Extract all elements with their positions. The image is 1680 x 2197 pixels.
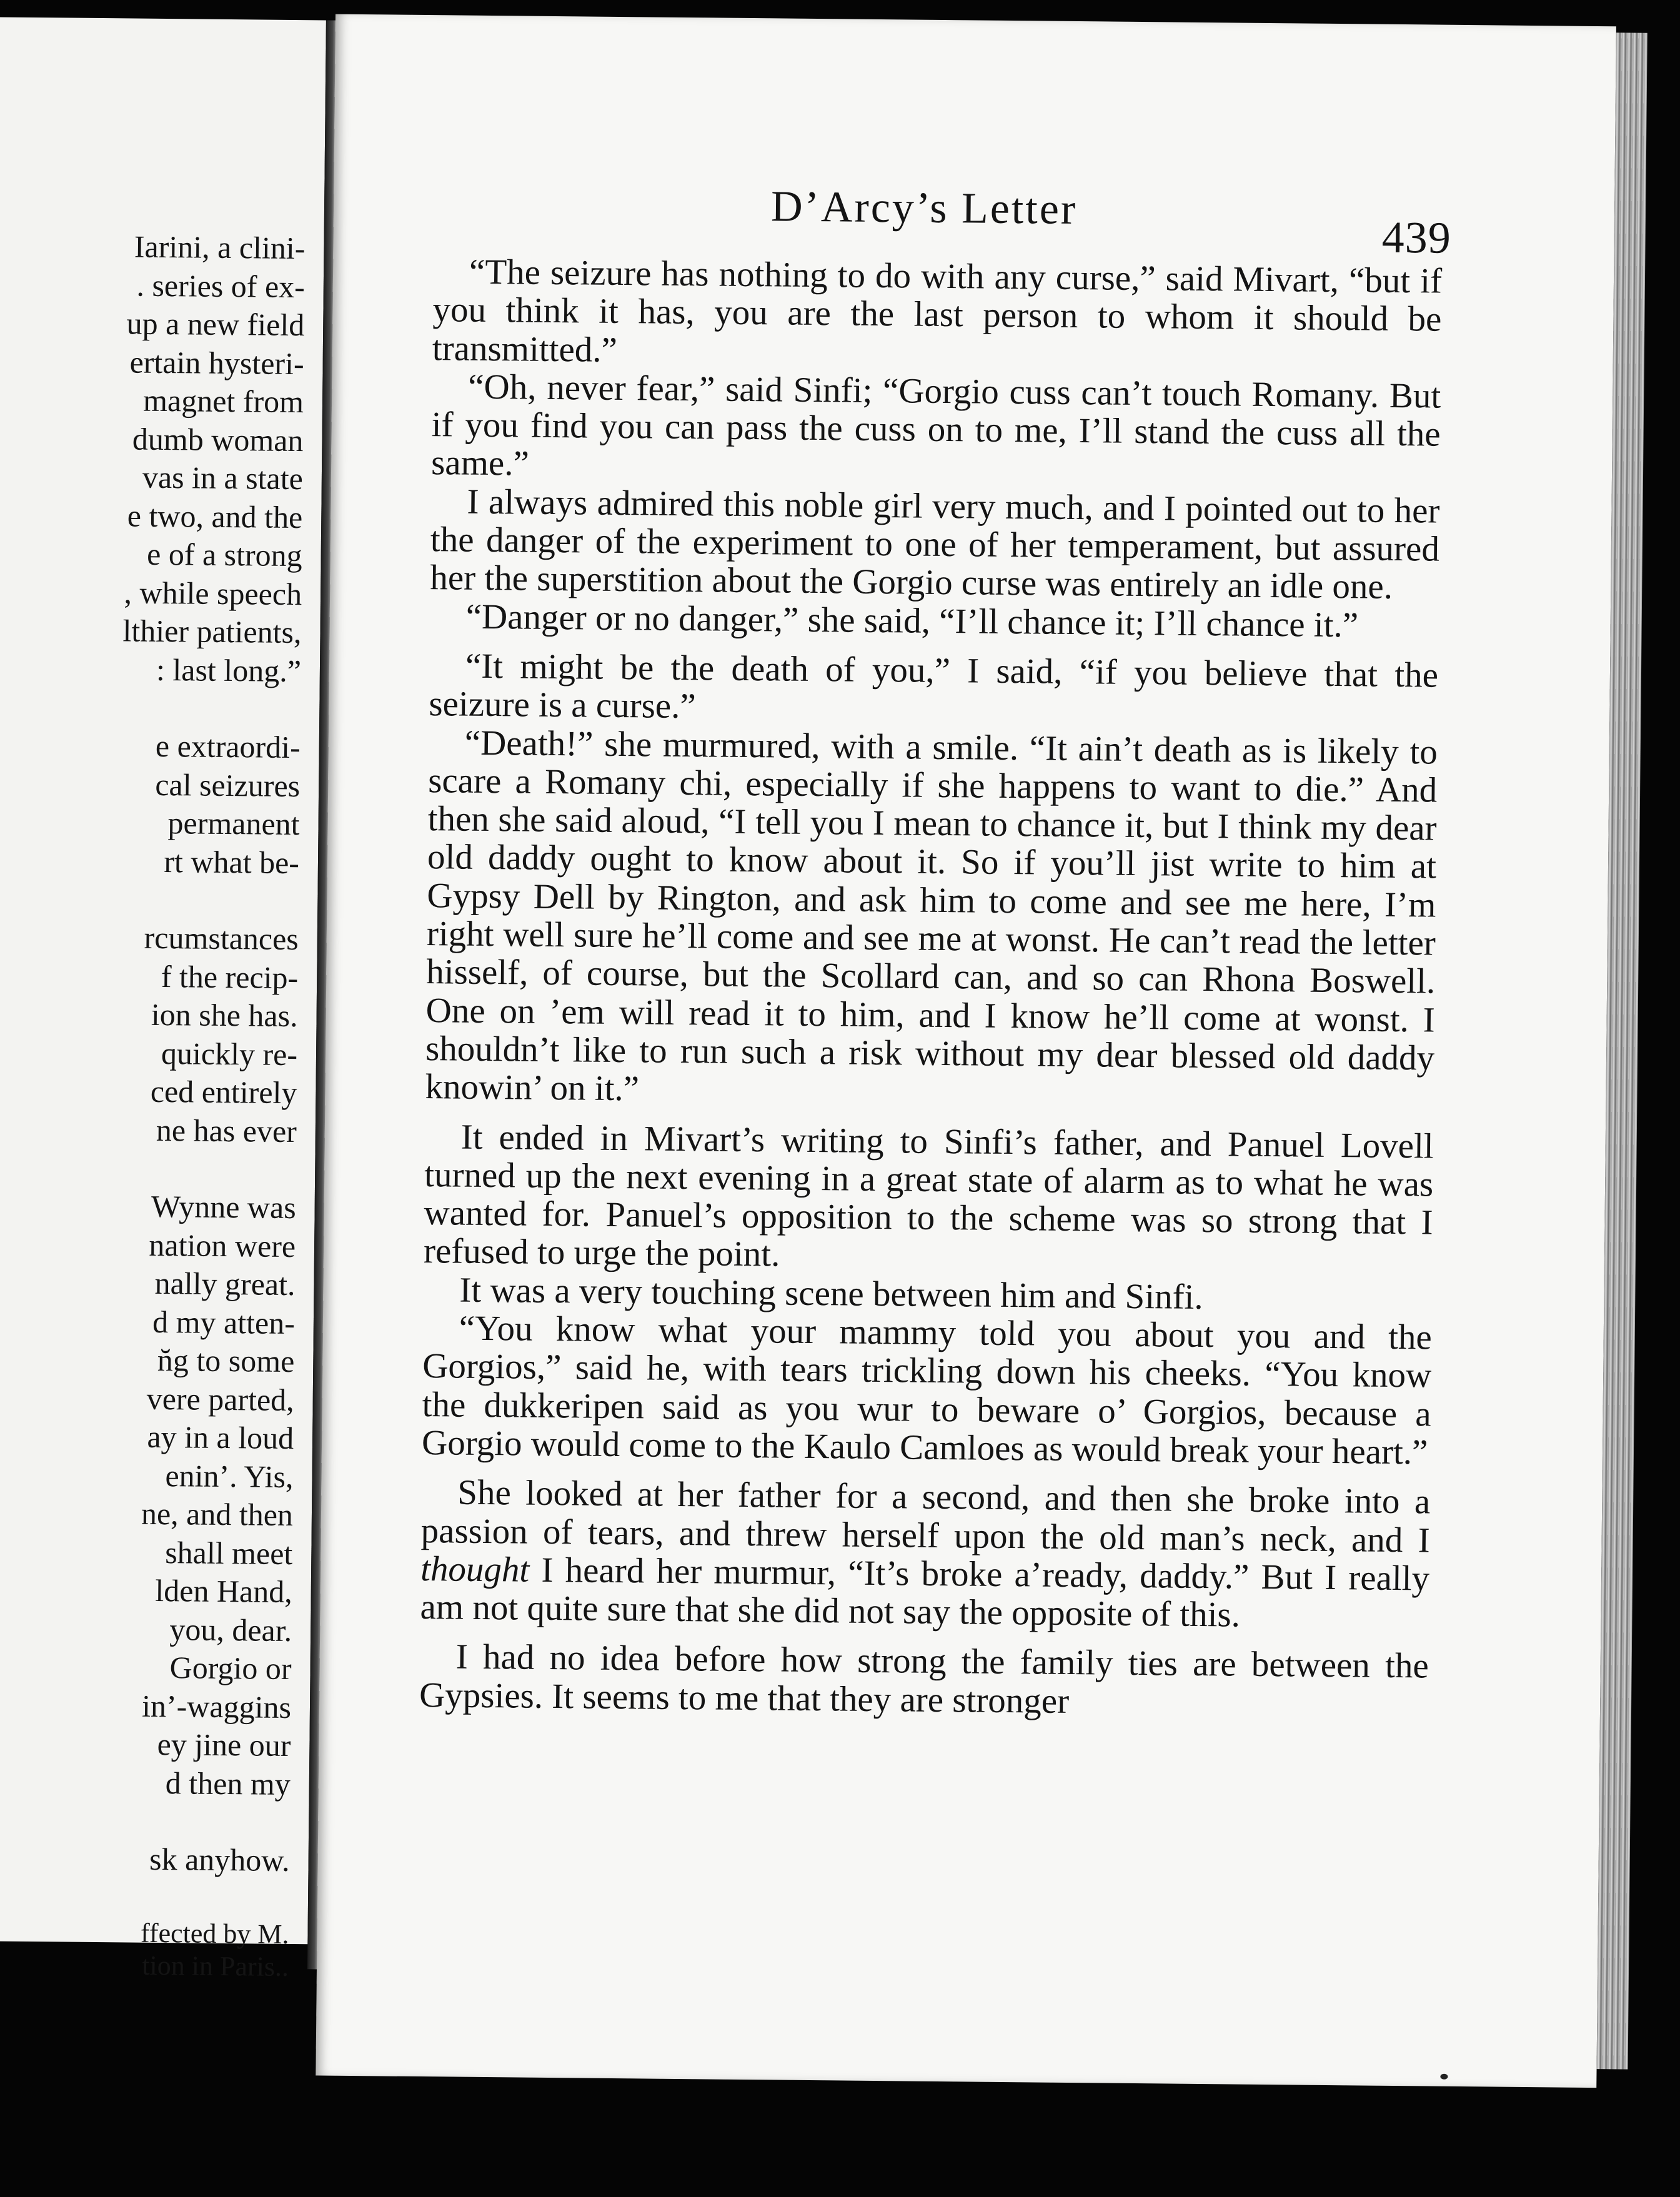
page-number: 439 xyxy=(1381,212,1452,263)
text-line: shall meet xyxy=(165,1534,293,1571)
text-line: : last long.” xyxy=(156,652,302,688)
text-line: f the recip- xyxy=(161,958,299,995)
text-line: Iarini, a clini- xyxy=(134,229,306,266)
footnote-line: tion in Paris.. xyxy=(142,1950,289,1982)
previous-page xyxy=(0,17,326,1982)
text-line: Gorgio or xyxy=(169,1650,292,1687)
text-line: sk anyhow. xyxy=(149,1841,290,1878)
running-head: D’Arcy’s Letter xyxy=(770,182,1078,234)
text-line: d my atten- xyxy=(152,1304,296,1341)
text-line: e of a strong xyxy=(146,536,302,573)
text-line: Wynne was xyxy=(151,1188,296,1226)
text-line: vas in a state xyxy=(142,459,304,497)
text-line: up a new field xyxy=(126,305,305,343)
paragraph: She looked at her father for a second, and then she broke into a passion of tears, and threw herself upon the old man’s neck, and I thought I heard her murmur, “It’s broke a’ready, daddy.” But I really am not quite sure that she did not say the opposite of this. xyxy=(420,1472,1431,1635)
text-line: in’-waggins xyxy=(141,1688,292,1725)
text-line: vere parted, xyxy=(146,1381,295,1417)
paragraph: It ended in Mivart’s writing to Sinfi’s father, and Panuel Lovell turned up the next evening in a great state of alarm as to what he was wanted for. Panuel’s opposition to the scheme was so strong that I refused to urge the point. xyxy=(423,1117,1434,1274)
text-line: nally great. xyxy=(154,1265,296,1302)
text-line: dumb woman xyxy=(132,421,304,458)
text-line: ey jine our xyxy=(157,1726,291,1763)
paragraph: “Danger or no danger,” she said, “I’ll chance it; I’ll chance it.” xyxy=(465,597,1359,645)
paragraph-gap xyxy=(0,1875,289,1918)
text-line: lthier patients, xyxy=(122,613,302,650)
footnote-line: ffected by M. xyxy=(140,1917,289,1950)
paragraph: “Death!” she murmured, with a smile. “It ain’t death as is likely to scare a Romany chi, especially if she happens to want to die.” And then she said aloud, “I tell you I mean to chance it, but I think my dear old daddy ought to know about it. So if you’ll jist write to him at Gypsy Dell by Rington, and ask him to come and see me here, I’m right well sure he’ll come and see me at wonst. He can’t read the letter hisself, of course, but the Scollard can, and so can Rhona Boswell. One on ’em will read it to him, and I know he’ll come at wonst. I shouldn’t like to run such a risk without my dear blessed old daddy knowin’ on it.” xyxy=(425,723,1438,1109)
paragraph: “It might be the death of you,” I said, “if you believe that the seizure is a curse.” xyxy=(429,646,1439,727)
scan-speck xyxy=(1440,2074,1448,2080)
body-text xyxy=(419,252,1442,1723)
paragraph: “Oh, never fear,” said Sinfi; “Gorgio cuss can’t touch Romany. But if you find you can pass the cuss on to me, I’ll stand the cuss all the same.” xyxy=(430,367,1441,484)
text-line: enin’. Yis, xyxy=(165,1457,294,1494)
text-line: ertain hysteri- xyxy=(129,344,304,381)
paragraph: I always admired this noble girl very much, and I pointed out to her the danger of the experiment to one of her temperament, but assured her the superstition about the Gorgio curse was entirely an idle one. xyxy=(430,482,1440,607)
text-line: n̆g to some xyxy=(157,1342,295,1379)
paragraph-gap xyxy=(0,1146,297,1189)
text-line: e two, and the xyxy=(127,497,303,535)
text-line: ced entirely xyxy=(150,1073,297,1111)
text-line: rt what be- xyxy=(164,843,300,880)
text-line: quickly re- xyxy=(161,1035,298,1072)
text-line: ion she has. xyxy=(151,996,298,1034)
paragraph-gap xyxy=(0,1798,291,1842)
text-line: ne has ever xyxy=(156,1112,297,1149)
text-line: e extraordi- xyxy=(155,728,301,765)
current-page xyxy=(316,14,1616,2088)
text-line: magnet from xyxy=(142,382,304,420)
paragraph: “The seizure has nothing to do with any curse,” said Mivart, “but if you think it has, you are the last person to whom it should be transmitted.” xyxy=(432,252,1443,370)
paragraph-gap xyxy=(0,685,301,728)
text-line: ay in a loud xyxy=(147,1419,294,1456)
text-line: cal seizures xyxy=(155,766,301,803)
paragraph-gap xyxy=(0,877,299,920)
text-line: ne, and then xyxy=(141,1495,294,1533)
paragraph: It was a very touching scene between him and Sinfi. xyxy=(459,1270,1204,1317)
text-line: nation were xyxy=(149,1227,296,1264)
text-line: , while speech xyxy=(124,574,302,612)
text-line: . series of ex- xyxy=(136,267,306,304)
text-line: rcumstances xyxy=(144,920,299,957)
text-line: lden Hand, xyxy=(155,1572,293,1610)
text-line: permanent xyxy=(167,805,300,842)
paragraph: I had no idea before how strong the family ties are between the Gypsies. It seems to me that they are stronger xyxy=(419,1637,1429,1721)
text-line: d then my xyxy=(165,1765,291,1802)
previous-page-text xyxy=(0,224,306,1983)
emphasis: thought xyxy=(420,1549,530,1590)
paragraph: “You know what your mammy told you about you and the Gorgios,” said he, with tears trickling down his cheeks. “You know the dukkeripen said as you wur to beware o’ Gorgios, because a Gorgio would come to the Kaulo Camloes as would break your heart.” xyxy=(421,1308,1433,1472)
text-line: you, dear. xyxy=(169,1611,292,1648)
